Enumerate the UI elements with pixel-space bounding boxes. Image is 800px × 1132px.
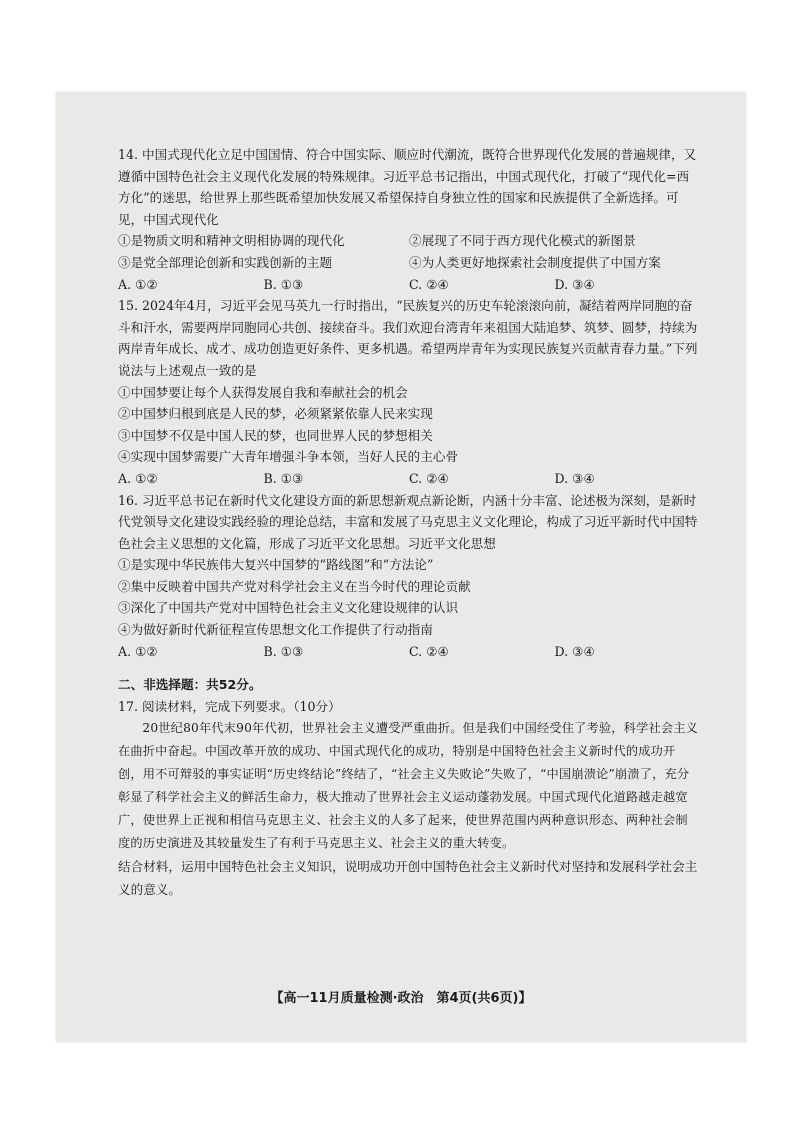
question-14-statement-2: ②展现了不同于西方现代化模式的新图景 [409, 233, 636, 249]
question-14-statement-3: ③是党全部理论创新和实践创新的主题 [118, 254, 333, 270]
question-15-choices [118, 468, 700, 490]
question-16-choice-d: D. ③④ [554, 643, 595, 659]
question-17-stem: 17. 阅读材料，完成下列要求。（10分） [118, 698, 341, 714]
question-16-choice-c: C. ②④ [409, 643, 449, 659]
exam-content [118, 144, 700, 901]
question-15-statement-2: ②中国梦归根到底是人民的梦，必须紧紧依靠人民来实现 [118, 406, 433, 422]
question-16-choices [118, 641, 700, 663]
question-15-choice-a: A. ①② [118, 470, 158, 486]
question-14-statements-row2 [118, 252, 700, 274]
question-16-statement-3: ③深化了中国共产党对中国特色社会主义文化建设规律的认识 [118, 600, 459, 616]
question-15-choice-b: B. ①③ [263, 470, 304, 486]
question-16-choice-b: B. ①③ [263, 643, 304, 659]
question-15-statement-1: ①中国梦要让每个人获得发展自我和奉献社会的机会 [118, 384, 408, 400]
question-16-statement-2: ②集中反映着中国共产党对科学社会主义在当今时代的理论贡献 [118, 578, 471, 594]
question-17-task: 结合材料，运用中国特色社会主义知识，说明成功开创中国特色社会主义新时代对坚持和发展科学社会主义的意义。 [118, 859, 698, 898]
question-17-material: 20世纪80年代末90年代初，世界社会主义遭受严重曲折。但是我们中国经受住了考验，科学社会主义在曲折中奋起。中国改革开放的成功、中国式现代化的成功，特别是中国特色社会主义新时代的成功开创，用不可辩驳的事实证明“历史终结论”终结了，“社会主义失败论”失败了，“中国崩溃论”崩溃了，充分彰显了科学社会主义的鲜活生命力，极大推动了世界社会主义运动蓬勃发展。中国式现代化道路越走越宽广，使世界上正视和相信马克思主义、社会主义的人多了起来，使世界范围内两种意识形态、两种社会制度的历史演进及其较量发生了有利于马克思主义、社会主义的重大转变。 [118, 721, 699, 851]
question-14-statement-4: ④为人类更好地探索社会制度提供了中国方案 [409, 254, 661, 270]
question-17 [118, 696, 700, 902]
question-15-choice-c: C. ②④ [409, 470, 449, 486]
question-16-statement-1: ①是实现中华民族伟大复兴中国梦的“路线图”和“方法论” [118, 557, 434, 573]
question-16-choice-a: A. ①② [118, 643, 158, 659]
question-14-stem: 14. 中国式现代化立足中国国情、符合中国实际、顺应时代潮流，既符合世界现代化发展的普遍规律，又遵循中国特色社会主义现代化发展的特殊规律。习近平总书记指出，中国式现代化，打破了“现代化=西方化”的迷思，给世界上那些既希望加快发展又希望保持自身独立性的国家和民族提供了全新选择。可见，中国式现代化 [118, 147, 697, 227]
question-16-stem: 16. 习近平总书记在新时代文化建设方面的新思想新观点新论断，内涵十分丰富、论述极为深刻，是新时代党领导文化建设实践经验的理论总结，丰富和发展了马克思主义文化理论，构成了习近平新时代中国特色社会主义思想的文化篇，形成了习近平文化思想。习近平文化思想 [118, 492, 698, 551]
question-14-choice-d: D. ③④ [554, 276, 595, 292]
question-16-statement-4: ④为做好新时代新征程宣传思想文化工作提供了行动指南 [118, 622, 433, 638]
question-15-statement-4: ④实现中国梦需要广大青年增强斗争本领，当好人民的主心骨 [118, 449, 459, 465]
page-footer: 【高一11月质量检测·政治 第4页(共6页)】 [270, 991, 532, 1006]
question-14-choice-a: A. ①② [118, 276, 158, 292]
exam-sheet [56, 92, 746, 1042]
question-14-choice-b: B. ①③ [263, 276, 304, 292]
question-15-statement-3: ③中国梦不仅是中国人民的梦，也同世界人民的梦想相关 [118, 427, 433, 443]
section-heading: 二、非选择题：共52分。 [118, 677, 262, 693]
question-15-choice-d: D. ③④ [554, 470, 595, 486]
question-14 [118, 144, 700, 295]
question-15-stem: 15. 2024年4月，习近平会见马英九一行时指出，“民族复兴的历史车轮滚滚向前，凝结着两岸同胞的奋斗和汗水，需要两岸同胞同心共创、接续奋斗。我们欢迎台湾青年来祖国大陆追梦、筑梦、圆梦，持续为两岸青年成长、成才、成功创造更好条件、更多机遇。希望两岸青年为实现民族复兴贡献青春力量。”下列说法与上述观点一致的是 [118, 298, 698, 378]
question-14-choices [118, 274, 700, 296]
question-14-statements-row1 [118, 230, 700, 252]
question-14-choice-c: C. ②④ [409, 276, 449, 292]
question-14-statement-1: ①是物质文明和精神文明相协调的现代化 [118, 233, 345, 249]
question-15 [118, 295, 700, 489]
question-16 [118, 490, 700, 663]
